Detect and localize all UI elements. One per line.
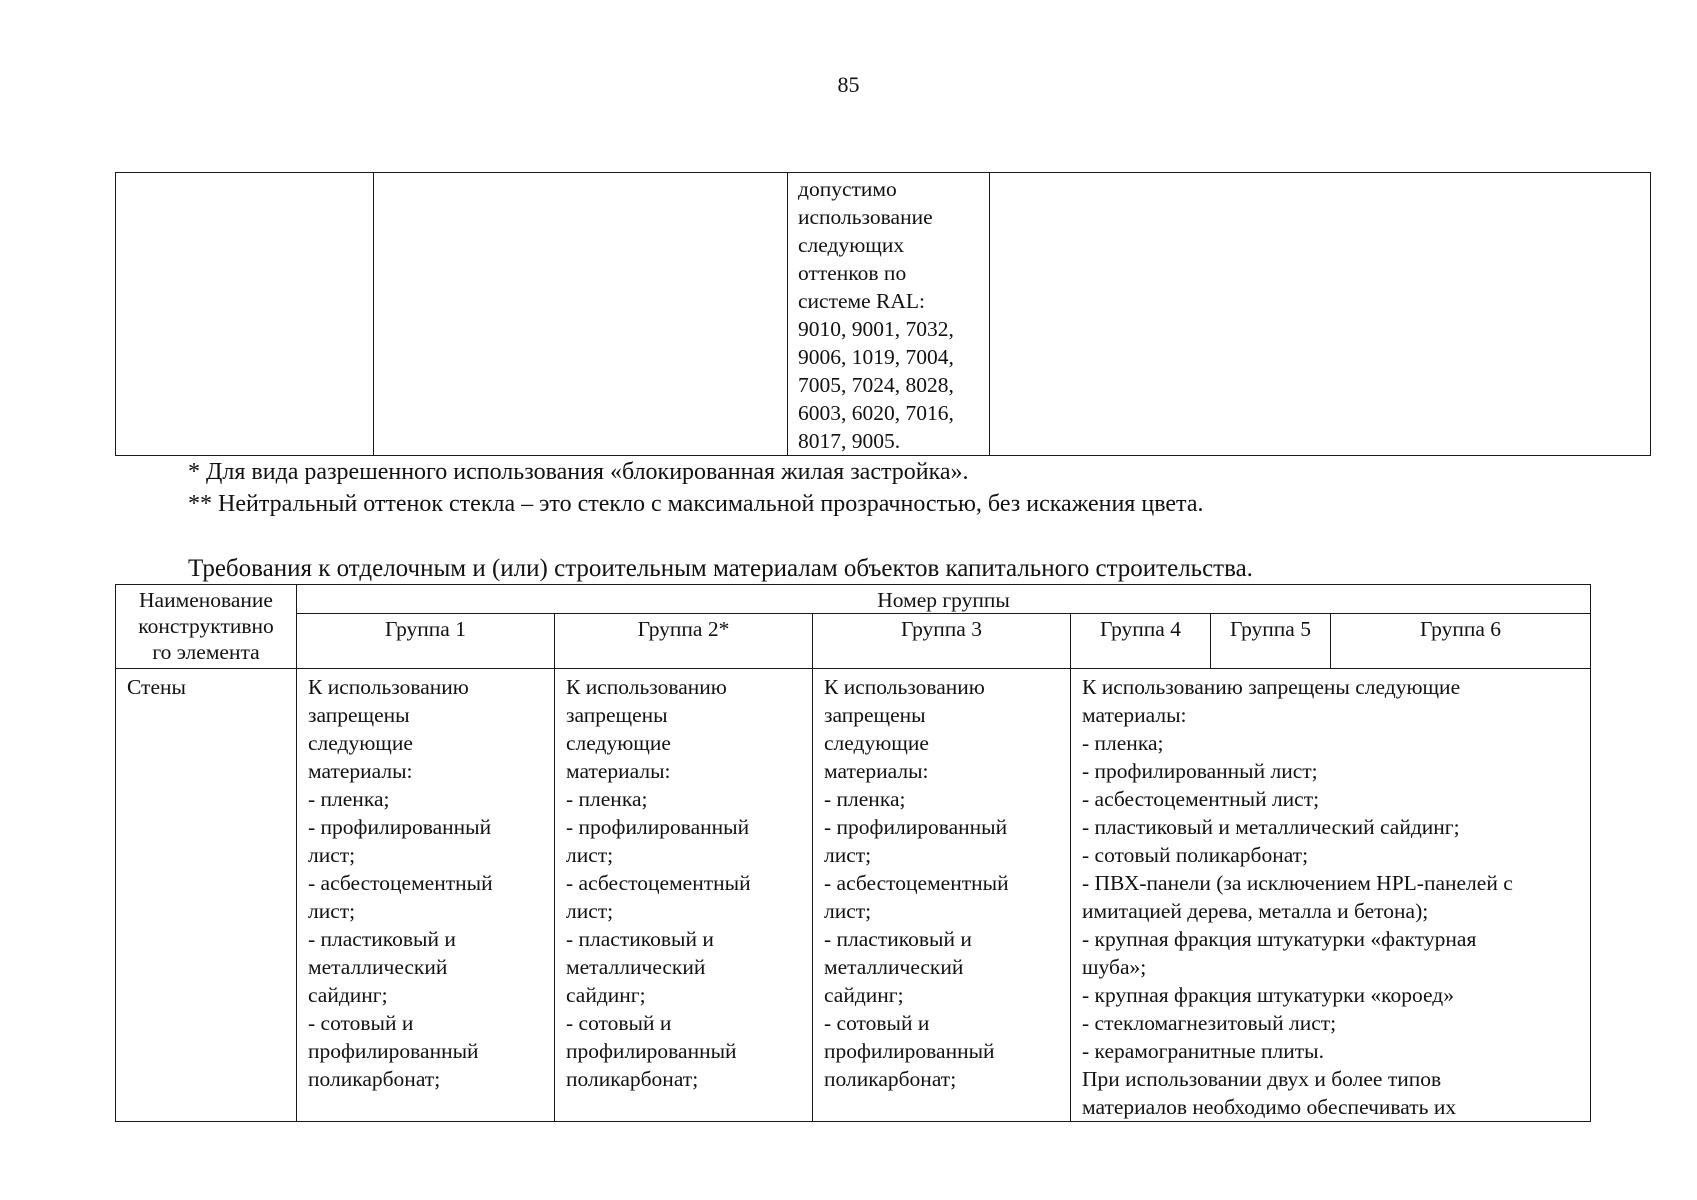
page-number: 85	[837, 72, 860, 97]
table-cell	[990, 173, 1651, 456]
table-header-row	[116, 614, 1591, 669]
ral-colors-cell: допустимо использование следующих оттенков по системе RAL: 9010, 9001, 7032, 9006, 1019, 7004, 7005, 7024, 8028, 6003, 6020, 7016, 8017, 9005.	[788, 173, 990, 456]
materials-table	[115, 584, 1591, 1122]
footnote-1: * Для вида разрешенного использования «блокированная жилая застройка».	[188, 459, 969, 485]
element-name-cell: Стены	[116, 669, 297, 1122]
header-group-3: Группа 3	[813, 614, 1071, 669]
group-2-cell: К использованию запрещены следующие материалы: - пленка; - профилированный лист; - асбестоцементный лист; - пластиковый и металлический сайдинг; - сотовый и профилированный поликарбонат;	[555, 669, 813, 1122]
table-header-row	[116, 585, 1591, 614]
table-row	[116, 669, 1591, 1122]
header-group-5: Группа 5	[1211, 614, 1331, 669]
header-group-2: Группа 2*	[555, 614, 813, 669]
footnote-2: ** Нейтральный оттенок стекла – это стекло с максимальной прозрачностью, без искажения цвета.	[188, 491, 1204, 517]
table-cell	[116, 173, 374, 456]
group-3-cell: К использованию запрещены следующие материалы: - пленка; - профилированный лист; - асбестоцементный лист; - пластиковый и металлический сайдинг; - сотовый и профилированный поликарбонат;	[813, 669, 1071, 1122]
section-title: Требования к отделочным и (или) строительным материалам объектов капитального строительства.	[188, 555, 1253, 582]
table-cell	[374, 173, 788, 456]
header-group-1: Группа 1	[297, 614, 555, 669]
group-4-6-cell: К использованию запрещены следующие материалы: - пленка; - профилированный лист; - асбестоцементный лист; - пластиковый и металлический сайдинг; - сотовый поликарбонат; - ПВХ-панели (за исключением HPL-панелей с имитацией дерева, металла и бетона); - крупная фракция штукатурки «фактурная шуба»; - крупная фракция штукатурки «короед» - стекломагнезитовый лист; - керамогранитные плиты. При использовании двух и более типов материалов необходимо обеспечивать их	[1071, 669, 1591, 1122]
continuation-table	[115, 172, 1651, 456]
table-row	[116, 173, 1651, 456]
header-group-4: Группа 4	[1071, 614, 1211, 669]
header-element-name: Наименование конструктивно го элемента	[116, 585, 297, 669]
header-group-6: Группа 6	[1331, 614, 1591, 669]
group-1-cell: К использованию запрещены следующие материалы: - пленка; - профилированный лист; - асбестоцементный лист; - пластиковый и металлический сайдинг; - сотовый и профилированный поликарбонат;	[297, 669, 555, 1122]
header-group-number: Номер группы	[297, 585, 1591, 614]
